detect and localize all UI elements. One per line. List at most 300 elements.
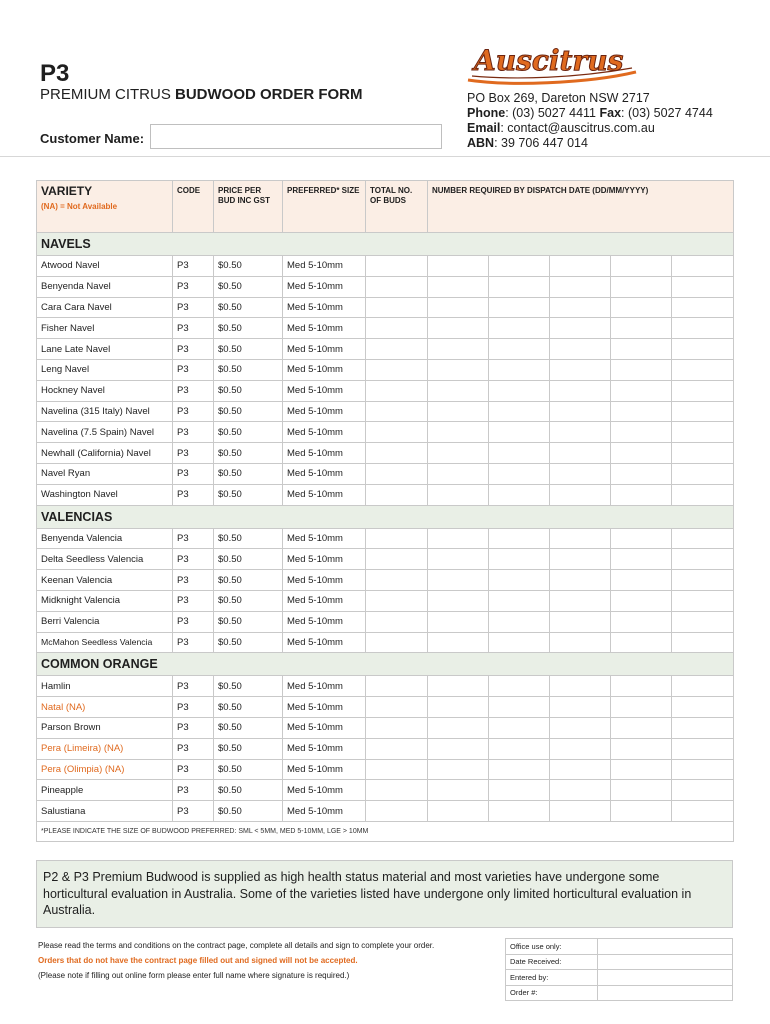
- variety-price: $0.50: [214, 759, 283, 780]
- dispatch-qty-cell[interactable]: [428, 256, 489, 277]
- dispatch-qty-cell[interactable]: [550, 380, 611, 401]
- date-received-label: Date Received:: [506, 954, 598, 970]
- variety-price: $0.50: [214, 590, 283, 611]
- variety-row: [37, 484, 734, 505]
- total-buds-cell[interactable]: [366, 318, 428, 339]
- dispatch-qty-cell[interactable]: [550, 528, 611, 549]
- variety-code: P3: [173, 484, 214, 505]
- total-buds-cell[interactable]: [366, 359, 428, 380]
- dispatch-qty-cell[interactable]: [428, 359, 489, 380]
- office-use-table: [505, 938, 733, 1001]
- dispatch-qty-cell[interactable]: [611, 801, 672, 822]
- dispatch-qty-cell[interactable]: [489, 590, 550, 611]
- variety-size: Med 5-10mm: [283, 676, 366, 697]
- total-buds-cell[interactable]: [366, 256, 428, 277]
- variety-price: $0.50: [214, 611, 283, 632]
- variety-name: Lane Late Navel: [37, 339, 173, 360]
- dispatch-qty-cell[interactable]: [428, 759, 489, 780]
- dispatch-qty-cell[interactable]: [611, 717, 672, 738]
- variety-size: Med 5-10mm: [283, 339, 366, 360]
- variety-row: [37, 297, 734, 318]
- total-buds-cell[interactable]: [366, 339, 428, 360]
- dispatch-qty-cell[interactable]: [550, 780, 611, 801]
- dispatch-qty-cell[interactable]: [672, 422, 734, 443]
- total-buds-cell[interactable]: [366, 549, 428, 570]
- terms-warning: Orders that do not have the contract page filled out and signed will not be accepted.: [38, 956, 358, 965]
- order-number-field[interactable]: [598, 985, 733, 1001]
- dispatch-qty-cell[interactable]: [550, 611, 611, 632]
- variety-row: [37, 632, 734, 653]
- total-buds-cell[interactable]: [366, 590, 428, 611]
- dispatch-qty-cell[interactable]: [672, 801, 734, 822]
- dispatch-qty-cell[interactable]: [550, 676, 611, 697]
- dispatch-qty-cell[interactable]: [611, 590, 672, 611]
- dispatch-qty-cell[interactable]: [489, 401, 550, 422]
- variety-size: Med 5-10mm: [283, 759, 366, 780]
- dispatch-qty-cell[interactable]: [672, 528, 734, 549]
- variety-price: $0.50: [214, 401, 283, 422]
- date-received-field[interactable]: [598, 954, 733, 970]
- variety-code: P3: [173, 570, 214, 591]
- info-box: P2 & P3 Premium Budwood is supplied as high health status material and most varieties have undergone some horticultural evaluation in Australia. Some of the varieties listed have undergone only limited horticultural evaluation in Australia.: [36, 860, 733, 928]
- dispatch-qty-cell[interactable]: [672, 738, 734, 759]
- dispatch-qty-cell[interactable]: [611, 676, 672, 697]
- dispatch-qty-cell[interactable]: [489, 359, 550, 380]
- dispatch-qty-cell[interactable]: [611, 359, 672, 380]
- variety-size: Med 5-10mm: [283, 380, 366, 401]
- dispatch-qty-cell[interactable]: [489, 256, 550, 277]
- dispatch-qty-cell[interactable]: [672, 717, 734, 738]
- variety-size: Med 5-10mm: [283, 297, 366, 318]
- dispatch-qty-cell[interactable]: [428, 443, 489, 464]
- total-buds-cell[interactable]: [366, 697, 428, 718]
- variety-size: Med 5-10mm: [283, 443, 366, 464]
- dispatch-qty-cell[interactable]: [672, 256, 734, 277]
- variety-name: Navelina (315 Italy) Navel: [37, 401, 173, 422]
- email-line: Email: contact@auscitrus.com.au: [467, 121, 655, 135]
- variety-price: $0.50: [214, 297, 283, 318]
- dispatch-qty-cell[interactable]: [550, 318, 611, 339]
- dispatch-qty-cell[interactable]: [428, 697, 489, 718]
- variety-name: Pera (Olimpia) (NA): [37, 759, 173, 780]
- variety-name: Leng Navel: [37, 359, 173, 380]
- dispatch-qty-cell[interactable]: [672, 276, 734, 297]
- variety-price: $0.50: [214, 780, 283, 801]
- total-buds-cell[interactable]: [366, 780, 428, 801]
- variety-price: $0.50: [214, 276, 283, 297]
- total-buds-cell[interactable]: [366, 611, 428, 632]
- dispatch-qty-cell[interactable]: [428, 380, 489, 401]
- variety-code: P3: [173, 780, 214, 801]
- footnote-row: [37, 821, 734, 841]
- address: PO Box 269, Dareton NSW 2717: [467, 91, 650, 105]
- total-buds-cell[interactable]: [366, 738, 428, 759]
- variety-price: $0.50: [214, 697, 283, 718]
- dispatch-qty-cell[interactable]: [550, 570, 611, 591]
- variety-size: Med 5-10mm: [283, 590, 366, 611]
- dispatch-qty-cell[interactable]: [611, 697, 672, 718]
- variety-code: P3: [173, 359, 214, 380]
- variety-row: [37, 676, 734, 697]
- dispatch-qty-cell[interactable]: [550, 297, 611, 318]
- dispatch-qty-cell[interactable]: [489, 528, 550, 549]
- dispatch-qty-cell[interactable]: [672, 339, 734, 360]
- dispatch-qty-cell[interactable]: [672, 611, 734, 632]
- total-buds-cell[interactable]: [366, 632, 428, 653]
- variety-price: $0.50: [214, 380, 283, 401]
- dispatch-qty-cell[interactable]: [428, 276, 489, 297]
- phone-fax-line: Phone: (03) 5027 4411 Fax: (03) 5027 4744: [467, 106, 713, 120]
- variety-row: [37, 380, 734, 401]
- variety-size: Med 5-10mm: [283, 359, 366, 380]
- dispatch-qty-cell[interactable]: [489, 801, 550, 822]
- dispatch-qty-cell[interactable]: [550, 484, 611, 505]
- dispatch-qty-cell[interactable]: [611, 484, 672, 505]
- variety-row: [37, 570, 734, 591]
- variety-row: [37, 801, 734, 822]
- section-title: NAVELS: [37, 233, 734, 256]
- variety-name: Natal (NA): [37, 697, 173, 718]
- variety-name: McMahon Seedless Valencia: [37, 632, 173, 653]
- variety-header: VARIETY (NA) = Not Available: [37, 181, 173, 233]
- variety-name: Atwood Navel: [37, 256, 173, 277]
- dispatch-qty-cell[interactable]: [550, 759, 611, 780]
- logo-text: Auscitrus: [474, 44, 624, 77]
- dispatch-qty-cell[interactable]: [611, 632, 672, 653]
- dispatch-qty-cell[interactable]: [550, 632, 611, 653]
- dispatch-qty-cell[interactable]: [428, 611, 489, 632]
- dispatch-qty-cell[interactable]: [489, 339, 550, 360]
- variety-code: P3: [173, 611, 214, 632]
- dispatch-qty-cell[interactable]: [428, 484, 489, 505]
- total-buds-cell[interactable]: [366, 528, 428, 549]
- variety-price: $0.50: [214, 256, 283, 277]
- variety-name: Benyenda Valencia: [37, 528, 173, 549]
- total-buds-cell[interactable]: [366, 801, 428, 822]
- variety-row: [37, 717, 734, 738]
- variety-size: Med 5-10mm: [283, 611, 366, 632]
- dispatch-qty-cell[interactable]: [489, 697, 550, 718]
- dispatch-qty-cell[interactable]: [489, 717, 550, 738]
- dispatch-qty-cell[interactable]: [672, 401, 734, 422]
- variety-row: [37, 443, 734, 464]
- dispatch-qty-cell[interactable]: [672, 632, 734, 653]
- form-title-bold: BUDWOOD ORDER FORM: [175, 86, 363, 103]
- dispatch-qty-cell[interactable]: [672, 676, 734, 697]
- dispatch-qty-cell[interactable]: [489, 380, 550, 401]
- total-buds-cell[interactable]: [366, 717, 428, 738]
- variety-code: P3: [173, 318, 214, 339]
- dispatch-qty-cell[interactable]: [611, 276, 672, 297]
- dispatch-qty-cell[interactable]: [428, 528, 489, 549]
- dispatch-qty-cell[interactable]: [672, 443, 734, 464]
- variety-price: $0.50: [214, 549, 283, 570]
- section-row: [37, 233, 734, 256]
- section-row: [37, 505, 734, 528]
- auscitrus-logo: [466, 40, 638, 86]
- total-buds-cell[interactable]: [366, 276, 428, 297]
- variety-price: $0.50: [214, 632, 283, 653]
- dispatch-qty-cell[interactable]: [489, 318, 550, 339]
- dispatch-qty-cell[interactable]: [550, 256, 611, 277]
- form-title: [40, 86, 363, 103]
- variety-price: $0.50: [214, 359, 283, 380]
- variety-size: Med 5-10mm: [283, 463, 366, 484]
- office-use-blank: [598, 939, 733, 955]
- dispatch-qty-cell[interactable]: [550, 463, 611, 484]
- variety-size: Med 5-10mm: [283, 801, 366, 822]
- form-code: P3: [40, 60, 70, 87]
- variety-size: Med 5-10mm: [283, 318, 366, 339]
- variety-price: $0.50: [214, 318, 283, 339]
- variety-price: $0.50: [214, 528, 283, 549]
- variety-row: [37, 697, 734, 718]
- table-header-row: [37, 181, 734, 233]
- dispatch-qty-cell[interactable]: [611, 339, 672, 360]
- variety-size: Med 5-10mm: [283, 484, 366, 505]
- variety-name: Navelina (7.5 Spain) Navel: [37, 422, 173, 443]
- variety-row: [37, 738, 734, 759]
- dispatch-qty-cell[interactable]: [550, 590, 611, 611]
- total-buds-cell[interactable]: [366, 759, 428, 780]
- variety-row: [37, 611, 734, 632]
- dispatch-qty-cell[interactable]: [550, 443, 611, 464]
- section-row: [37, 653, 734, 676]
- dispatch-qty-cell[interactable]: [428, 463, 489, 484]
- dispatch-qty-cell[interactable]: [672, 297, 734, 318]
- dispatch-qty-cell[interactable]: [611, 759, 672, 780]
- total-buds-cell[interactable]: [366, 422, 428, 443]
- dispatch-qty-cell[interactable]: [611, 318, 672, 339]
- entered-by-label: Entered by:: [506, 970, 598, 986]
- variety-price: $0.50: [214, 463, 283, 484]
- dispatch-qty-cell[interactable]: [428, 297, 489, 318]
- variety-row: [37, 759, 734, 780]
- variety-name: Cara Cara Navel: [37, 297, 173, 318]
- variety-code: P3: [173, 697, 214, 718]
- dispatch-qty-cell[interactable]: [550, 401, 611, 422]
- variety-price: $0.50: [214, 801, 283, 822]
- dispatch-qty-cell[interactable]: [550, 738, 611, 759]
- dispatch-qty-cell[interactable]: [550, 717, 611, 738]
- dispatch-qty-cell[interactable]: [550, 422, 611, 443]
- variety-price: $0.50: [214, 484, 283, 505]
- dispatch-qty-cell[interactable]: [550, 697, 611, 718]
- order-number-label: Order #:: [506, 985, 598, 1001]
- variety-row: [37, 422, 734, 443]
- variety-code: P3: [173, 676, 214, 697]
- variety-code: P3: [173, 717, 214, 738]
- dispatch-qty-cell[interactable]: [489, 422, 550, 443]
- dispatch-qty-cell[interactable]: [611, 463, 672, 484]
- code-header: CODE: [173, 181, 214, 233]
- dispatch-qty-cell[interactable]: [550, 549, 611, 570]
- dispatch-qty-cell[interactable]: [489, 738, 550, 759]
- dispatch-qty-cell[interactable]: [611, 297, 672, 318]
- dispatch-qty-cell[interactable]: [428, 801, 489, 822]
- variety-size: Med 5-10mm: [283, 549, 366, 570]
- variety-size: Med 5-10mm: [283, 401, 366, 422]
- dispatch-qty-cell[interactable]: [428, 422, 489, 443]
- dispatch-qty-cell[interactable]: [489, 484, 550, 505]
- dispatch-header: NUMBER REQUIRED BY DISPATCH DATE (DD/MM/YYYY): [428, 181, 734, 233]
- dispatch-qty-cell[interactable]: [611, 380, 672, 401]
- dispatch-qty-cell[interactable]: [550, 359, 611, 380]
- dispatch-qty-cell[interactable]: [611, 738, 672, 759]
- variety-name: Delta Seedless Valencia: [37, 549, 173, 570]
- dispatch-qty-cell[interactable]: [611, 401, 672, 422]
- dispatch-qty-cell[interactable]: [428, 676, 489, 697]
- variety-size: Med 5-10mm: [283, 422, 366, 443]
- abn-line: ABN: 39 706 447 014: [467, 136, 588, 150]
- dispatch-qty-cell[interactable]: [428, 318, 489, 339]
- variety-code: P3: [173, 463, 214, 484]
- variety-code: P3: [173, 339, 214, 360]
- office-use-title: Office use only:: [506, 939, 598, 955]
- variety-row: [37, 463, 734, 484]
- variety-name: Berri Valencia: [37, 611, 173, 632]
- variety-row: [37, 549, 734, 570]
- variety-name: Pera (Limeira) (NA): [37, 738, 173, 759]
- dispatch-qty-cell[interactable]: [428, 549, 489, 570]
- variety-code: P3: [173, 380, 214, 401]
- na-legend: (NA) = Not Available: [41, 202, 118, 211]
- variety-size: Med 5-10mm: [283, 276, 366, 297]
- total-buds-cell[interactable]: [366, 676, 428, 697]
- variety-code: P3: [173, 738, 214, 759]
- dispatch-qty-cell[interactable]: [489, 463, 550, 484]
- dispatch-qty-cell[interactable]: [489, 759, 550, 780]
- dispatch-qty-cell[interactable]: [489, 549, 550, 570]
- dispatch-qty-cell[interactable]: [611, 422, 672, 443]
- variety-price: $0.50: [214, 717, 283, 738]
- variety-code: P3: [173, 297, 214, 318]
- variety-row: [37, 590, 734, 611]
- size-footnote: *PLEASE INDICATE THE SIZE OF BUDWOOD PREFERRED: SML < 5MM, MED 5-10MM, LGE > 10MM: [37, 821, 734, 841]
- total-buds-cell[interactable]: [366, 443, 428, 464]
- customer-name-label: Customer Name:: [40, 131, 145, 146]
- dispatch-qty-cell[interactable]: [489, 276, 550, 297]
- dispatch-qty-cell[interactable]: [428, 570, 489, 591]
- variety-row: [37, 339, 734, 360]
- variety-code: P3: [173, 443, 214, 464]
- dispatch-qty-cell[interactable]: [489, 676, 550, 697]
- dispatch-qty-cell[interactable]: [611, 443, 672, 464]
- dispatch-qty-cell[interactable]: [428, 717, 489, 738]
- variety-size: Med 5-10mm: [283, 717, 366, 738]
- dispatch-qty-cell[interactable]: [489, 780, 550, 801]
- dispatch-qty-cell[interactable]: [672, 549, 734, 570]
- dispatch-qty-cell[interactable]: [428, 590, 489, 611]
- variety-size: Med 5-10mm: [283, 632, 366, 653]
- dispatch-qty-cell[interactable]: [428, 401, 489, 422]
- dispatch-qty-cell[interactable]: [489, 611, 550, 632]
- variety-name: Newhall (California) Navel: [37, 443, 173, 464]
- dispatch-qty-cell[interactable]: [672, 484, 734, 505]
- customer-name-input[interactable]: [150, 124, 442, 149]
- dispatch-qty-cell[interactable]: [672, 780, 734, 801]
- dispatch-qty-cell[interactable]: [550, 276, 611, 297]
- dispatch-qty-cell[interactable]: [611, 549, 672, 570]
- dispatch-qty-cell[interactable]: [672, 570, 734, 591]
- variety-name: Navel Ryan: [37, 463, 173, 484]
- terms-line-1: Please read the terms and conditions on the contract page, complete all details and sign to complete your order.: [38, 941, 435, 950]
- variety-code: P3: [173, 632, 214, 653]
- dispatch-qty-cell[interactable]: [489, 570, 550, 591]
- dispatch-qty-cell[interactable]: [611, 780, 672, 801]
- dispatch-qty-cell[interactable]: [611, 570, 672, 591]
- form-title-prefix: PREMIUM CITRUS: [40, 86, 175, 103]
- order-table: [36, 180, 734, 842]
- dispatch-qty-cell[interactable]: [672, 590, 734, 611]
- variety-price: $0.50: [214, 570, 283, 591]
- terms-line-3: (Please note if filling out online form please enter full name where signature is required.): [38, 971, 350, 980]
- dispatch-qty-cell[interactable]: [489, 632, 550, 653]
- variety-size: Med 5-10mm: [283, 528, 366, 549]
- dispatch-qty-cell[interactable]: [611, 611, 672, 632]
- variety-code: P3: [173, 528, 214, 549]
- variety-code: P3: [173, 759, 214, 780]
- variety-code: P3: [173, 801, 214, 822]
- dispatch-qty-cell[interactable]: [672, 318, 734, 339]
- total-buds-cell[interactable]: [366, 463, 428, 484]
- header-divider: [0, 156, 770, 157]
- variety-row: [37, 256, 734, 277]
- variety-code: P3: [173, 276, 214, 297]
- variety-code: P3: [173, 401, 214, 422]
- variety-price: $0.50: [214, 422, 283, 443]
- variety-row: [37, 318, 734, 339]
- total-buds-cell[interactable]: [366, 297, 428, 318]
- section-title: VALENCIAS: [37, 505, 734, 528]
- variety-row: [37, 276, 734, 297]
- dispatch-qty-cell[interactable]: [550, 801, 611, 822]
- total-buds-cell[interactable]: [366, 570, 428, 591]
- variety-name: Keenan Valencia: [37, 570, 173, 591]
- variety-row: [37, 528, 734, 549]
- contact-block: [467, 91, 713, 151]
- dispatch-qty-cell[interactable]: [672, 759, 734, 780]
- dispatch-qty-cell[interactable]: [672, 380, 734, 401]
- variety-code: P3: [173, 422, 214, 443]
- dispatch-qty-cell[interactable]: [672, 463, 734, 484]
- entered-by-field[interactable]: [598, 970, 733, 986]
- dispatch-qty-cell[interactable]: [428, 339, 489, 360]
- variety-code: P3: [173, 256, 214, 277]
- dispatch-qty-cell[interactable]: [428, 780, 489, 801]
- dispatch-qty-cell[interactable]: [672, 359, 734, 380]
- dispatch-qty-cell[interactable]: [611, 256, 672, 277]
- dispatch-qty-cell[interactable]: [672, 697, 734, 718]
- total-buds-cell[interactable]: [366, 401, 428, 422]
- total-buds-cell[interactable]: [366, 380, 428, 401]
- dispatch-qty-cell[interactable]: [550, 339, 611, 360]
- dispatch-qty-cell[interactable]: [489, 443, 550, 464]
- variety-name: Fisher Navel: [37, 318, 173, 339]
- total-header: TOTAL NO. OF BUDS: [366, 181, 428, 233]
- variety-row: [37, 359, 734, 380]
- dispatch-qty-cell[interactable]: [428, 738, 489, 759]
- size-header: PREFERRED* SIZE: [283, 181, 366, 233]
- section-title: COMMON ORANGE: [37, 653, 734, 676]
- dispatch-qty-cell[interactable]: [611, 528, 672, 549]
- dispatch-qty-cell[interactable]: [489, 297, 550, 318]
- dispatch-qty-cell[interactable]: [428, 632, 489, 653]
- variety-name: Midknight Valencia: [37, 590, 173, 611]
- variety-code: P3: [173, 549, 214, 570]
- variety-name: Washington Navel: [37, 484, 173, 505]
- total-buds-cell[interactable]: [366, 484, 428, 505]
